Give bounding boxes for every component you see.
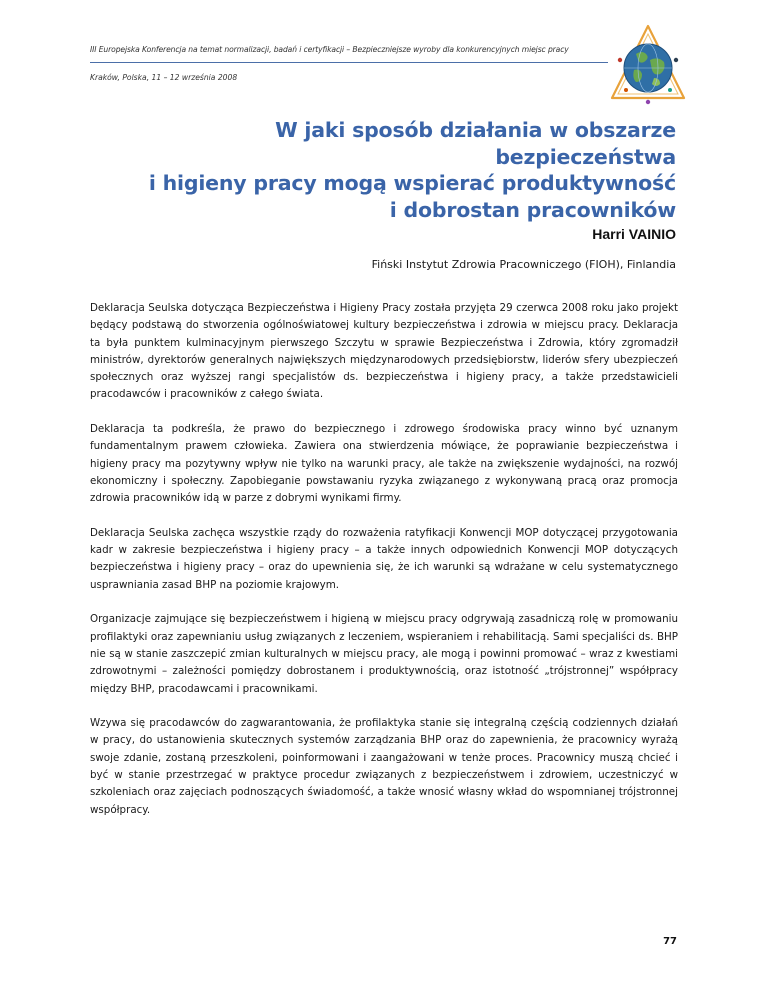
body-paragraph: Deklaracja Seulska zachęca wszystkie rządy do rozważenia ratyfikacji Konwencji MOP dotyczącej przygotowania kadr w zakresie bezpieczeństwa i higieny pracy – a także innych odpowiednich Konwencji MOP dotyczących bezpieczeństwa i higieny pracy – oraz do upewnienia się, że ich warunki są wdrażane w celu systematycznego usprawniania zasad BHP na poziomie krajowym. <box>90 526 678 591</box>
article-body <box>90 300 678 836</box>
header-divider <box>90 62 608 63</box>
conference-place-date: Kraków, Polska, 11 – 12 września 2008 <box>90 73 238 82</box>
conference-header: III Europejska Konferencja na temat normalizacji, badań i certyfikacji – Bezpieczniejsze wyroby dla konkurencyjnych miejsc pracy <box>90 45 569 54</box>
body-paragraph: Deklaracja Seulska dotycząca Bezpieczeństwa i Higieny Pracy została przyjęta 29 czerwca 2008 roku jako projekt będący podstawą do stworzenia ogólnoświatowej kultury bezpieczeństwa i zdrowia w miejscu pracy. Deklaracja ta była punktem kulminacyjnym pierwszego Szczytu w sprawie Bezpieczeństwa i Zdrowia, który zgromadził ministrów, dyrektorów generalnych największych międzynarodowych przedsiębiorstw, liderów sfery ubezpieczeń społecznych oraz wyższej rangi specjalistów ds. bezpieczeństwa i higieny pracy, a także przedstawicieli pracodawców i pracowników z całego świata. <box>90 302 678 401</box>
article-title-line: i higieny pracy mogą wspierać produktywność <box>148 171 676 195</box>
article-title-line: i dobrostan pracowników <box>389 197 676 222</box>
author-affiliation: Fiński Instytut Zdrowia Pracowniczego (FIOH), Finlandia <box>371 258 676 271</box>
body-paragraph: Organizacje zajmujące się bezpieczeństwem i higieną w miejscu pracy odgrywają zasadniczą rolę w promowaniu profilaktyki oraz zapewnianiu usług związanych z leczeniem, wspieraniem i rehabilitacją. Sami specjaliści ds. BHP nie są w stanie zaszczepić zmian kulturalnych w miejscu pracy, ale mogą i powinni promować – wraz z kwestiami zdrowotnymi – zależności pomiędzy dobrostanem i produktywnością, oraz istotność „trójstronnej” współpracy między BHP, pracodawcami i pracownikami. <box>90 613 678 695</box>
author-name: Harri VAINIO <box>592 226 676 242</box>
globe-logo-icon <box>606 20 690 108</box>
body-paragraph: Deklaracja ta podkreśla, że prawo do bezpiecznego i zdrowego środowiska pracy winno być uznanym fundamentalnym prawem człowieka. Zawiera ona stwierdzenia mówiące, że poprawianie bezpieczeństwa i higieny pracy ma pozytywny wpływ nie tylko na warunki pracy, ale także na zwiększenie wydajności, na rozwój ekonomiczny i społeczny. Zapobieganie powstawaniu ryzyka związanego z wykonywaną pracą oraz promocja zdrowia pracowników idą w parze z dobrymi wynikami firmy. <box>90 423 678 505</box>
body-paragraph: Wzywa się pracodawców do zagwarantowania, że profilaktyka stanie się integralną częścią codziennych działań w pracy, do ustanowienia skutecznych systemów zarządzania BHP oraz do zapewnienia, że pracownicy wyrażą swoje zdanie, zostaną przeszkoleni, poinformowani i zaangażowani w tenże proces. Pracownicy muszą chcieć i być w stanie przestrzegać w praktyce procedur związanych z bezpieczeństwem i zdrowiem, uczestniczyć w szkoleniach oraz zajęciach podnoszących świadomość, a także wnosić własny wkład do wspomnianej trójstronnej współpracy. <box>90 717 678 816</box>
article-title <box>116 117 676 223</box>
page-number: 77 <box>663 936 677 947</box>
article-title-line: W jaki sposób działania w obszarze bezpieczeństwa <box>275 118 676 169</box>
